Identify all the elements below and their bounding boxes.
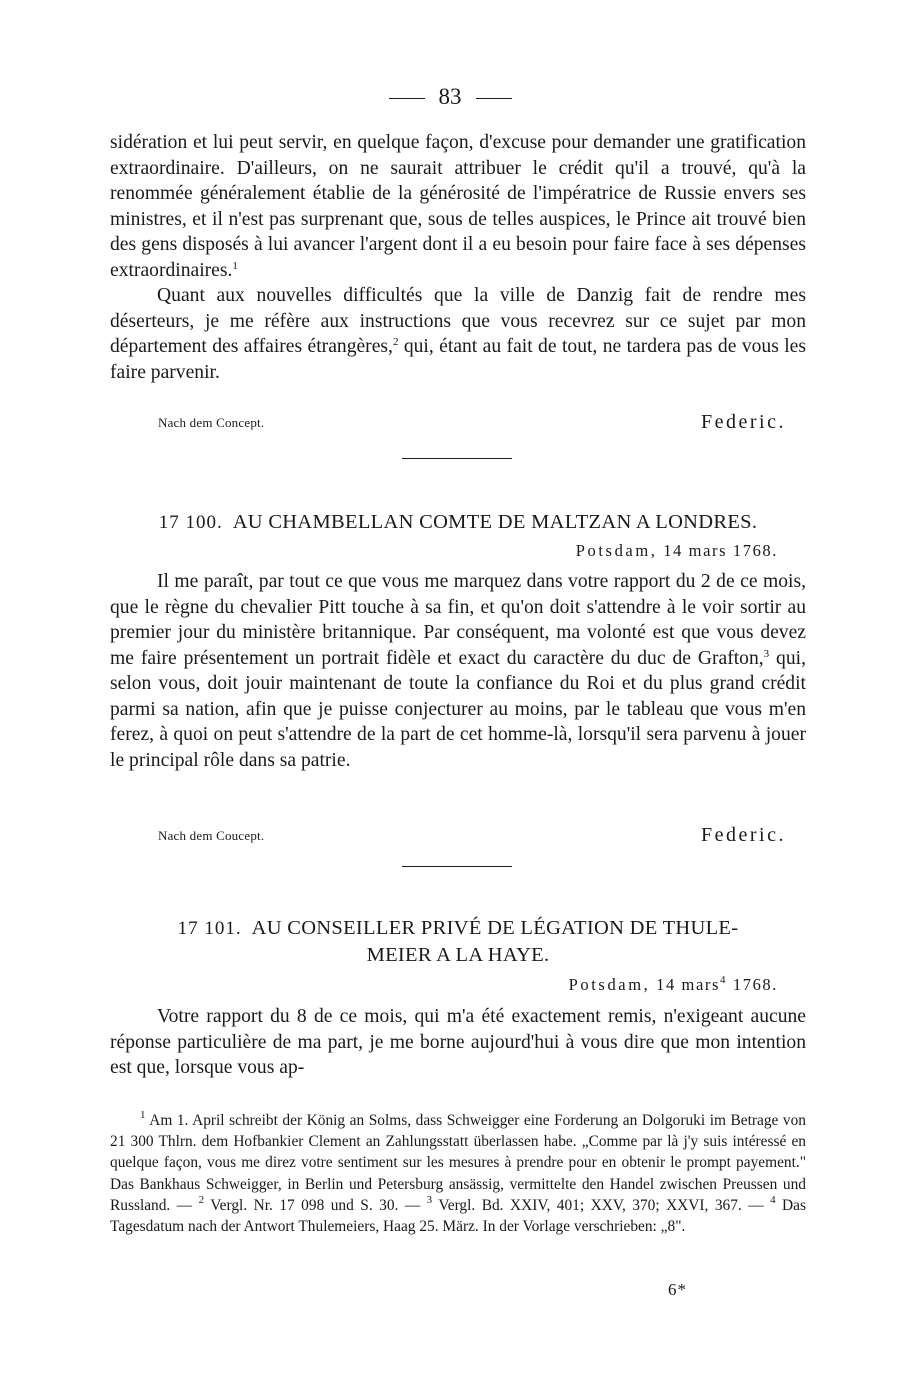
signature: Federic. [701,411,786,433]
source-note: Nach dem Concept. [158,415,265,430]
footnote-mark-2: 2 [198,1193,205,1206]
letter-17100-paragraph [110,569,806,773]
paragraph-text: Quant aux nouvelles difficultés que la ville de Danzig fait de rendre mes déserteurs, je me réfère aux instructions que vous recevrez sur ce sujet par mon département des affaires étrangères, [110,285,806,357]
letter-number: 17 101. [177,918,242,939]
footnote-text-3: Vergl. Bd. XXIV, 401; XXV, 370; XXVI, 367. — [432,1196,771,1214]
footnote-ref-3: 3 [763,647,770,660]
previous-letter-closing [158,411,786,439]
letter-title-line-2: MEIER A LA HAYE. [366,944,550,966]
section-divider [402,866,512,867]
footnote-mark-1: 1 [140,1109,146,1121]
date-place: Potsdam, [568,975,651,994]
section-divider [402,458,512,459]
paragraph-text: Il me paraît, par tout ce que vous me marquez dans votre rapport du 2 de ce mois, que le règne du chevalier Pitt touche à sa fin, et qu'on doit s'attendre à le voir sortir au premier jour du ministère britannique. Par conséquent, ma volonté est que vous devez me faire présentement un portrait fidèle et exact du caractère du duc de Grafton, [110,571,806,669]
signature: Federic. [701,824,786,846]
letter-17101-dateline [569,975,778,995]
letter-17100-dateline [576,541,778,561]
footnote-mark-3: 3 [426,1193,433,1206]
date: 14 mars [656,975,721,994]
letter-17100-closing [158,824,786,852]
page-folio [0,84,900,110]
paragraph-text: sidération et lui peut servir, en quelque façon, d'excuse pour demander une gratification extraordinaire. D'ailleurs, on ne saurait attribuer le crédit qu'il a trouvé, qu'à la renommée généralement établie de la générosité de l'impératrice de Russie envers ses ministres, et il n'est pas surprenant que, sous de telles auspices, le Prince ait trouvé bien des gens disposés à lui avancer l'argent dont il a eu besoin pour faire face à ses dépenses extraordinaires. [110,132,806,281]
footnote-text-4: Das Tagesdatum nach der Antwort Thulemeiers, Haag 25. März. In der Vorlage verschrieben: „8". [110,1196,806,1236]
letter-17100-heading [110,509,806,536]
footnotes [110,1110,806,1237]
footnote-ref-1: 1 [232,259,238,272]
printer-signature-mark: 6* [668,1280,687,1299]
footnote-text-1: Am 1. April schreibt der König an Solms, dass Schweigger eine Forderung an Dolgoruki im Betrage von 21 300 Thlrn. dem Hofbankier Clement an Zahlungsstatt überlassen habe. „Comme par là j'y suis intéressé en quelque façon, vous me direz votre sentiment sur les mesures à prendre pour en obtenir le prompt payement." Das Bankhaus Schweigger, in Berlin und Petersburg ansässig, vermittelte den Handel zwischen Preussen und Russland. — [110,1112,806,1214]
footnote-block [110,1110,806,1237]
page-number: 83 [438,84,462,109]
date-year: 1768. [727,975,778,994]
source-note: Nach dem Coucept. [158,828,265,843]
letter-title-line-1 [110,915,806,942]
letter-title: AU CONSEILLER PRIVÉ DE LÉGATION DE THULE- [251,917,739,939]
footnote-mark-4: 4 [770,1193,776,1206]
footnote-text-2: Vergl. Nr. 17 098 und S. 30. — [204,1196,427,1214]
letter-number: 17 100. [158,512,223,533]
letter-17101-heading [110,915,806,968]
date: 14 mars 1768. [663,541,778,560]
previous-letter-body [110,130,806,385]
previous-letter-paragraph-1 [110,130,806,283]
folio-dash-right [476,98,512,99]
letter-title: AU CHAMBELLAN COMTE DE MALTZAN A LONDRES. [232,511,758,533]
letter-17101-paragraph: Votre rapport du 8 de ce mois, qui m'a été exactement remis, n'exigeant aucune réponse particulière de ma part, je me borne aujourd'hui à vous dire que mon intention est que, lorsque vous ap- [110,1006,806,1078]
folio-dash-left [389,98,425,99]
paragraph-text: qui, étant au fait de tout, ne tardera pas de vous les faire parvenir. [110,336,807,383]
footnote-ref-2: 2 [392,336,399,348]
paragraph-text: qui, selon vous, doit jouir maintenant de toute la confiance du Roi et du plus grand crédit parmi sa nation, afin que je puisse conjecturer au moins, par le tableau que vous m'en ferez, à quoi on peut s'attendre de la part de cet homme-là, lorsqu'il sera parvenu à jouer le principal rôle dans sa patrie. [110,647,806,771]
letter-17100-body [110,569,806,773]
previous-letter-paragraph-2 [110,283,806,385]
date-place: Potsdam, [575,541,658,560]
letter-17101-body [110,1004,806,1081]
footnote-ref-4: 4 [720,974,728,986]
